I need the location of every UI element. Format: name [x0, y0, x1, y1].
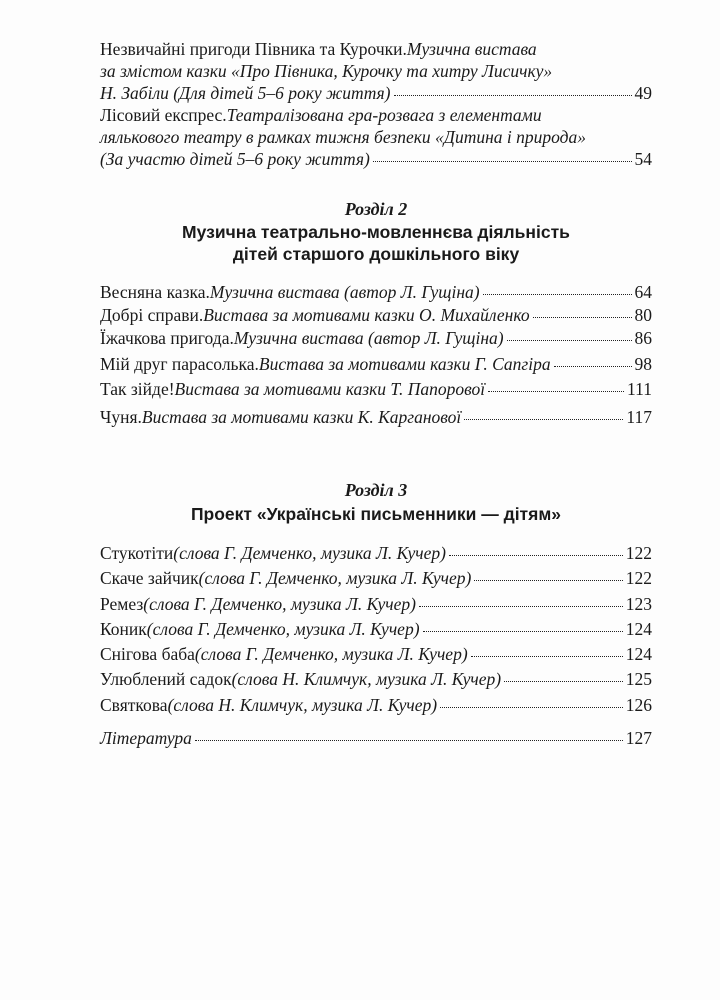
page-number: 117 [626, 407, 652, 427]
leader-dots [533, 316, 632, 318]
toc-entry [100, 618, 652, 640]
entry-description: (слова Н. Климчук, музика Л. Кучер) [167, 695, 438, 715]
entry-title: Скаче зайчик [100, 568, 199, 588]
leader-dots [423, 630, 623, 632]
leader-dots [440, 706, 623, 708]
entry-description: (слова Г. Демченко, музика Л. Кучер) [146, 619, 420, 639]
section-subtitle: Проект «Українські письменники — дітям» [190, 504, 562, 524]
leader-dots [373, 160, 632, 162]
toc-entry [100, 668, 652, 690]
section-title: Розділ 2 [344, 199, 408, 219]
page-number: 122 [625, 543, 652, 563]
page-number: 126 [625, 695, 652, 715]
leader-dots [471, 655, 623, 657]
entry-description: (слова Г. Демченко, музика Л. Кучер) [143, 594, 416, 614]
leader-dots [449, 554, 623, 556]
entry-description: Вистава за мотивами казки О. Михайленко [203, 305, 530, 325]
entry-description: Музична вистава (автор Л. Гущіна) [209, 282, 480, 302]
entry-title: Весняна казка. [100, 282, 210, 302]
page-number: 98 [634, 354, 652, 374]
page-number: 80 [634, 305, 652, 325]
page-number: 49 [634, 83, 652, 103]
section-title: Розділ 3 [344, 480, 408, 500]
section-subtitle: Музична театрально-мовленнєва діяльність [182, 222, 570, 242]
page-number: 64 [634, 282, 652, 302]
entry-title: Снігова баба [100, 644, 195, 664]
page-number: 122 [625, 568, 652, 588]
toc-entry [100, 304, 652, 326]
page-number: 124 [625, 619, 652, 639]
toc-entry [100, 378, 652, 400]
entry-description: (слова Г. Демченко, музика Л. Кучер) [194, 644, 468, 664]
entry-description: (слова Н. Климчук, музика Л. Кучер) [231, 669, 502, 689]
page-number: 125 [625, 669, 652, 689]
toc-entry [100, 38, 652, 104]
entry-description: Вистава за мотивами казки Г. Сапгіра [258, 354, 551, 374]
page-number: 54 [634, 149, 652, 169]
toc-entry [100, 694, 652, 716]
entry-title: Так зійде! [100, 379, 175, 399]
entry-description: Музична вистава (автор Л. Гущіна) [233, 328, 504, 348]
leader-dots [554, 365, 632, 367]
toc-entry [100, 281, 652, 303]
page-number: 127 [625, 728, 652, 748]
entry-description: (За участю дітей 5–6 року життя) [100, 149, 370, 169]
section-subtitle: дітей старшого дошкільного віку [232, 244, 520, 264]
entry-title: Ремез [100, 594, 144, 614]
entry-description: Театралізована гра-розвага з елементами [226, 105, 542, 125]
toc-entry [100, 593, 652, 615]
entry-title: Література [100, 728, 192, 748]
entry-title: Незвичайні пригоди Півника та Курочки. [100, 39, 407, 59]
leader-dots [483, 293, 632, 295]
page-number: 123 [625, 594, 652, 614]
leader-dots [507, 339, 632, 341]
entry-title: Мій друг парасолька. [100, 354, 259, 374]
leader-dots [474, 579, 622, 581]
page-number: 111 [627, 379, 652, 399]
entry-title: Святкова [100, 695, 168, 715]
entry-description: (слова Г. Демченко, музика Л. Кучер) [173, 543, 446, 563]
entry-title: Улюблений садок [100, 669, 232, 689]
toc-entry [100, 643, 652, 665]
entry-description: за змістом казки «Про Півника, Курочку та хитру Лисичку» [100, 61, 553, 81]
page-number: 124 [625, 644, 652, 664]
entry-title: Стукотіти [100, 543, 174, 563]
entry-description: лялькового театру в рамках тижня безпеки «Дитина і природа» [100, 127, 586, 147]
leader-dots [488, 390, 624, 392]
entry-description: Вистава за мотивами казки К. Карганової [141, 407, 462, 427]
toc-entry-literature [100, 727, 652, 749]
entry-description: Вистава за мотивами казки Т. Папорової [174, 379, 486, 399]
entry-title: Добрі справи. [100, 305, 204, 325]
toc-entry [100, 567, 652, 589]
entry-description: (слова Г. Демченко, музика Л. Кучер) [198, 568, 472, 588]
entry-title: Коник [100, 619, 147, 639]
page-number: 86 [634, 328, 652, 348]
entry-title: Їжачкова пригода. [100, 328, 234, 348]
toc-entry [100, 542, 652, 564]
entry-description: Музична вистава [406, 39, 537, 59]
leader-dots [394, 94, 632, 96]
toc-entry [100, 104, 652, 170]
leader-dots [195, 739, 623, 741]
toc-entry [100, 406, 652, 428]
leader-dots [504, 680, 623, 682]
leader-dots [464, 418, 623, 420]
toc-entry [100, 353, 652, 375]
toc-entry [100, 327, 652, 349]
leader-dots [419, 605, 623, 607]
entry-description: Н. Забіли (Для дітей 5–6 року життя) [100, 83, 391, 103]
entry-title: Чуня. [100, 407, 142, 427]
entry-title: Лісовий експрес. [100, 105, 227, 125]
